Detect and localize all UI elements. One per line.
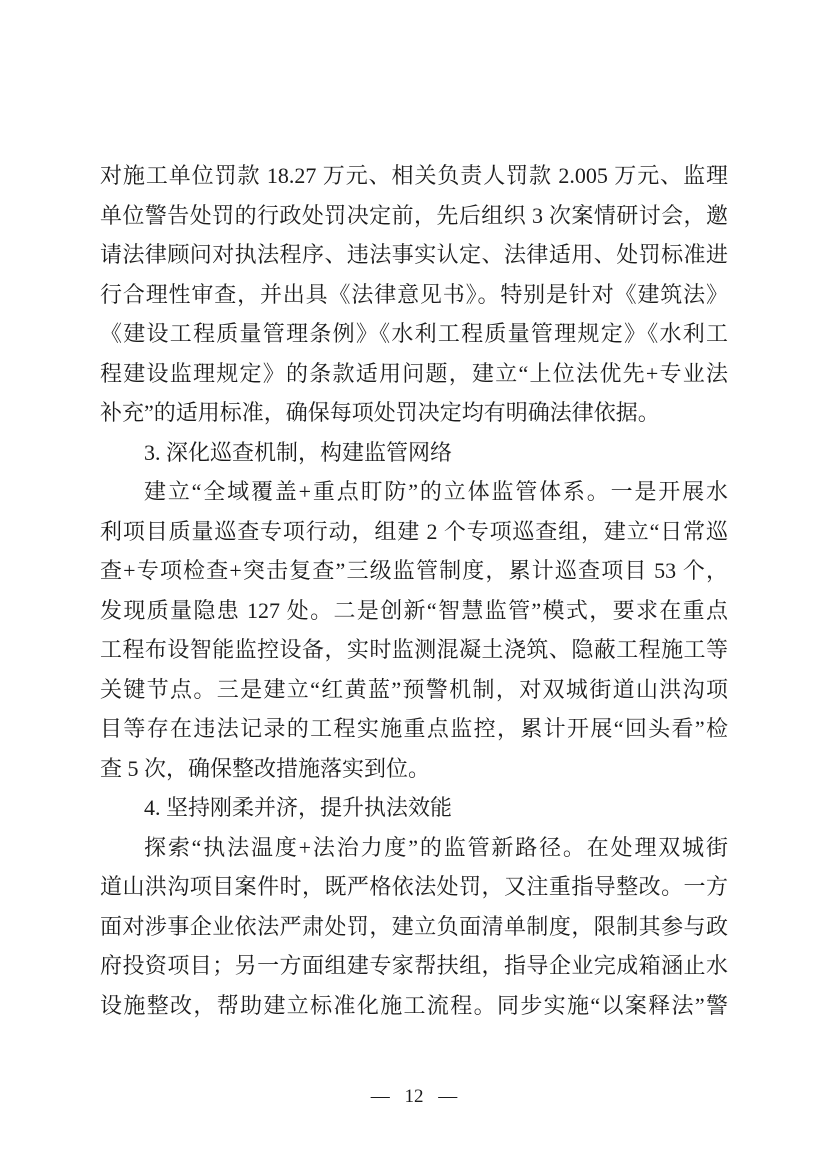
page-footer [100,1084,728,1110]
text-line: 发现质量隐患 127 处。二是创新“智慧监管”模式，要求在重点 [100,597,728,623]
text-line: 行合理性审查，并出具《法律意见书》。特别是针对《建筑法》 [100,281,728,307]
text-line: 探索“执法温度+法治力度”的监管新路径。在处理双城街 [144,834,728,860]
text-line: 查 5 次，确保整改措施落实到位。 [100,755,431,781]
document-body [100,156,728,1025]
text-line: 请法律顾问对执法程序、违法事实认定、法律适用、处罚标准进 [100,242,728,267]
text-line: 府投资项目；另一方面组建专家帮扶组，指导企业完成箱涵止水 [100,953,728,978]
text-line: 面对涉事企业依法严肃处罚，建立负面清单制度，限制其参与政 [100,913,728,939]
text-line: 利项目质量巡查专项行动，组建 2 个专项巡查组，建立“日常巡 [100,518,728,544]
section-heading: 3. 深化巡查机制，构建监管网络 [144,439,453,465]
section-heading: 4. 坚持刚柔并济，提升执法效能 [144,795,453,820]
text-line: 建立“全域覆盖+重点盯防”的立体监管体系。一是开展水 [144,479,728,504]
text-line: 《建设工程质量管理条例》《水利工程质量管理规定》《水利工 [100,321,728,346]
text-line: 目等存在违法记录的工程实施重点监控，累计开展“回头看”检 [100,716,728,741]
text-line: 关键节点。三是建立“红黄蓝”预警机制，对双城街道山洪沟项 [100,676,728,702]
text-line: 道山洪沟项目案件时，既严格依法处罚，又注重指导整改。一方 [100,874,728,899]
text-line: 程建设监理规定》的条款适用问题，建立“上位法优先+专业法 [100,360,728,386]
text-line: 查+专项检查+突击复查”三级监管制度，累计巡查项目 53 个， [100,558,728,583]
text-line: 工程布设智能监控设备，实时监测混凝土浇筑、隐蔽工程施工等 [100,637,728,662]
text-line: 设施整改，帮助建立标准化施工流程。同步实施“以案释法”警 [100,992,728,1018]
text-line: 补充”的适用标准，确保每项处罚决定均有明确法律依据。 [100,400,660,425]
text-line: 对施工单位罚款 18.27 万元、相关负责人罚款 2.005 万元、监理 [100,163,728,188]
text-line: 单位警告处罚的行政处罚决定前，先后组织 3 次案情研讨会，邀 [100,202,728,228]
page-number: — 12 — [370,1086,458,1107]
